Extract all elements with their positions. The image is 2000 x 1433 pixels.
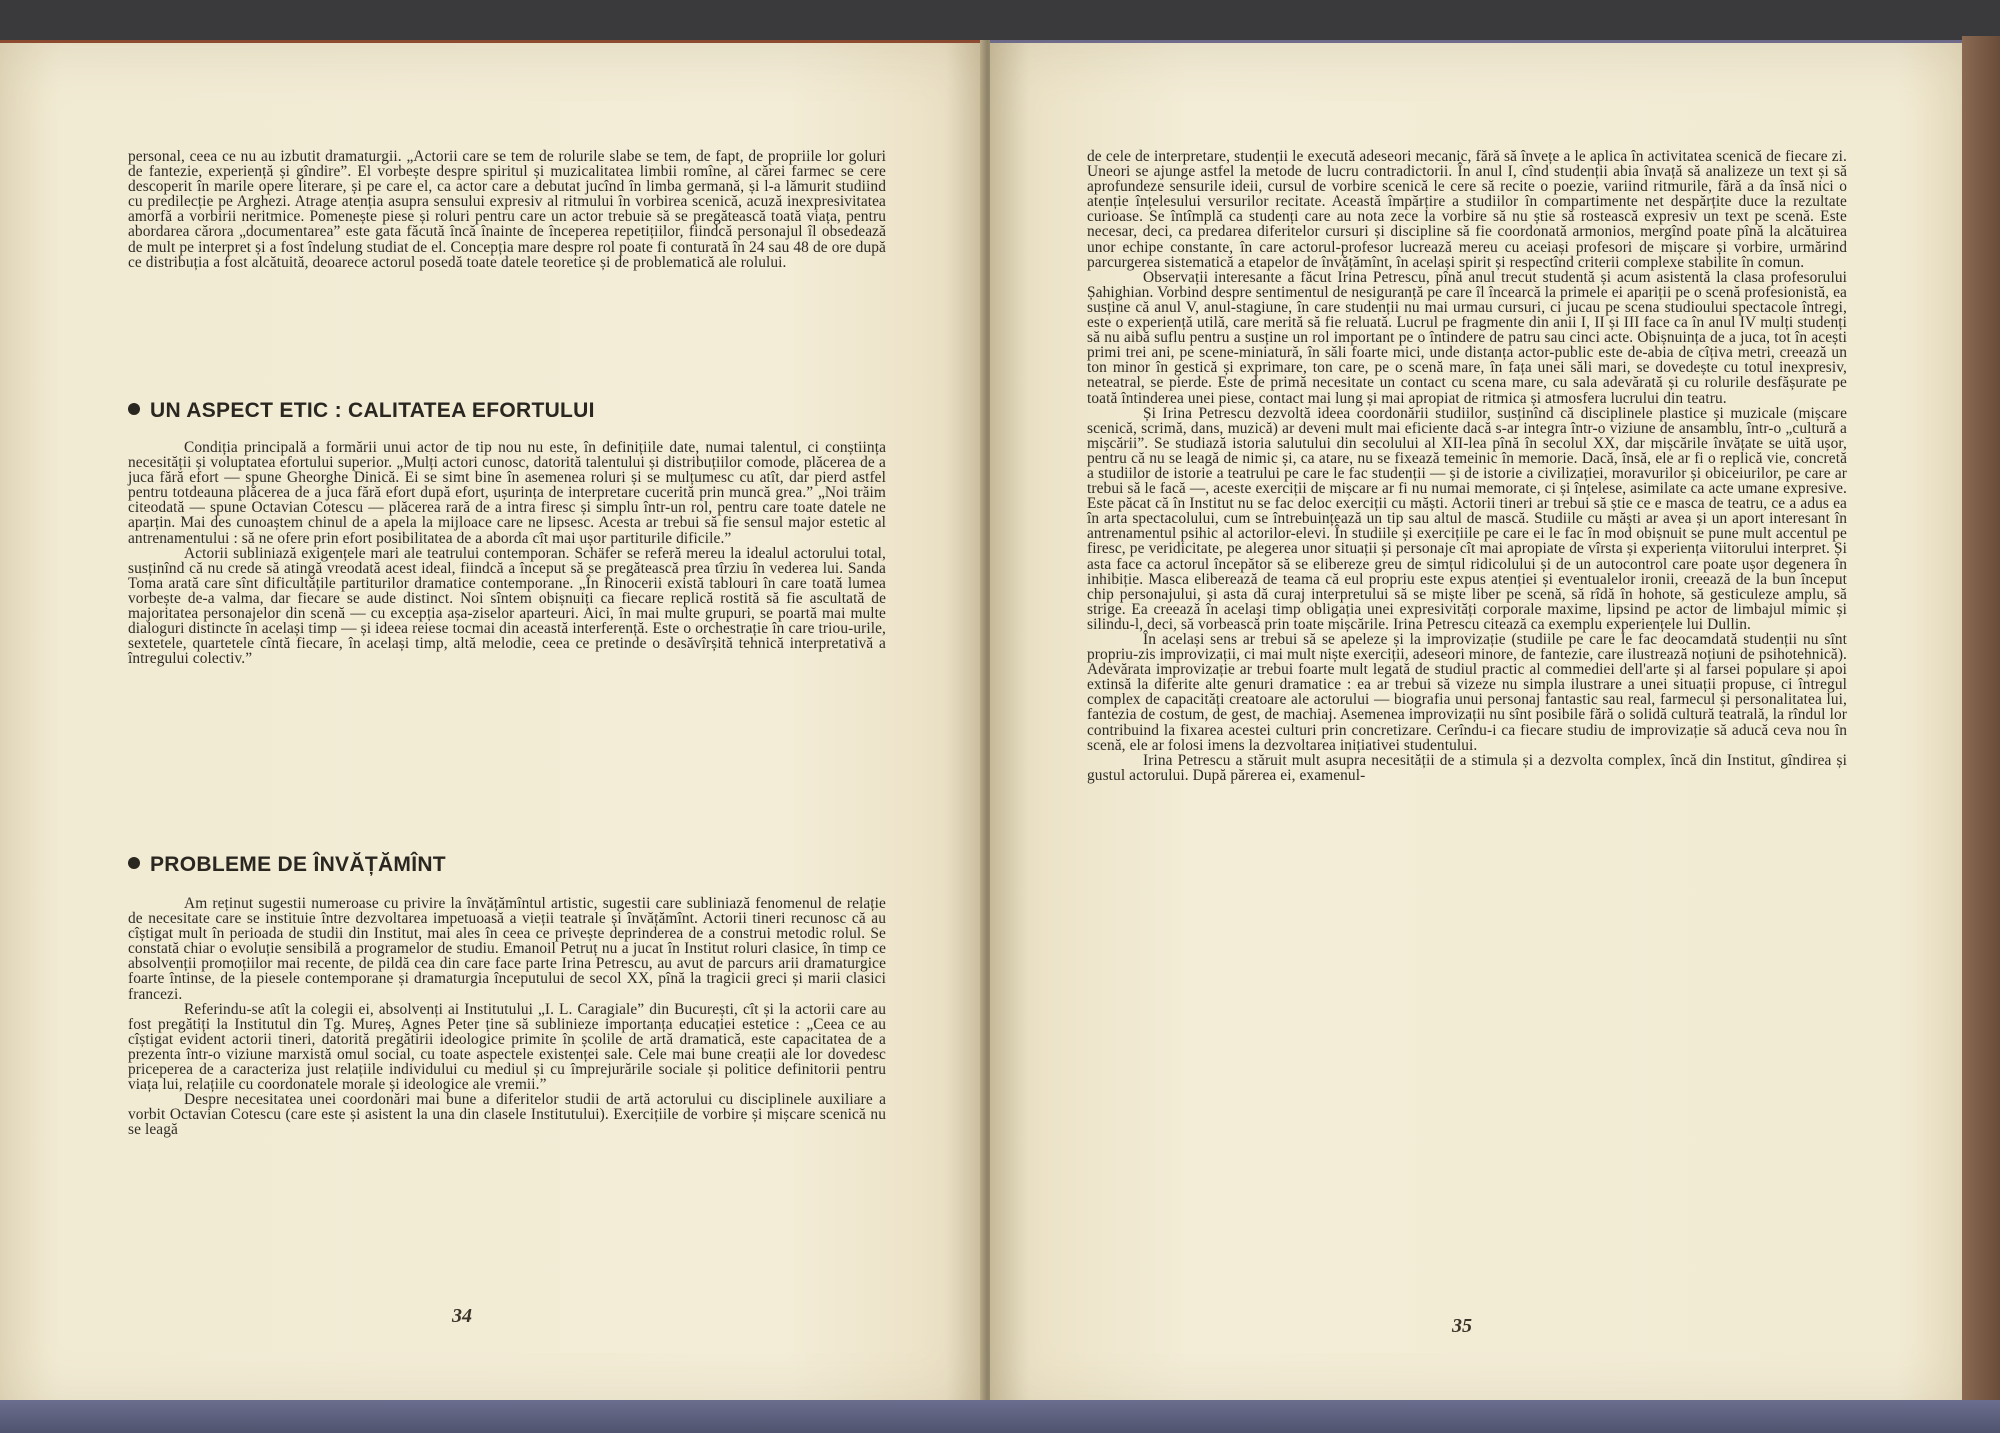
right-page <box>990 40 1975 1411</box>
left-intro-text <box>128 149 886 270</box>
page-number: 35 <box>1452 1315 1472 1337</box>
left-section-education <box>128 896 886 1138</box>
bullet-icon <box>128 857 140 869</box>
left-section-ethics <box>128 440 886 666</box>
heading-text: PROBLEME DE ÎNVĂȚĂMÎNT <box>150 853 446 876</box>
paragraph: În același sens ar trebui să se apeleze și la improvizație (studiile pe care le fac deocamdată studenții nu sînt propriu-zis improvizații, ci mai mult niște exerciții, adeseori minore, de fantezie, care ilustrează noțiuni de psihotehnică). Adevărata improvizație ar trebui foarte mult legată de studiul practic al commediei dell'arte și al farsei populare și apoi extinsă la diferite alte genuri dramatice : ea ar trebui să vizeze nu simpla ilustrare a unei situații propuse, ci întregul complex de capacități creatoare ale actorului — biografia unui personaj fantastic sau real, farmecul și personalitatea lui, fantezia de costum, de gest, de machiaj. Asemenea improvizații nu sînt posibile fără o solidă cultură teatrală, la rîndul lor contribuind la fixarea acestei culturi prin concretizare. Cerîndu-i ca fiecare studiu de improvizație să aducă ceva nou în scenă, ele ar folosi imens la dezvoltarea inițiativei studentului. <box>1087 631 1847 754</box>
paragraph: Referindu-se atît la colegii ei, absolvenți ai Institutului „I. L. Caragiale” din București, cît și la actorii care au fost pregătiți la Institutul din Tg. Mureș, Agnes Peter ține să sublinieze importanța educației estetice : „Ceea ce au cîștigat evident actorii tineri, datorită pregătirii ideologice primite în școlile de artă dramatică, este capacitatea de a prezenta într-o viziune marxistă omul social, cu toate aspectele existenței sale. Cele mai bune creații ale lor dovedesc priceperea de a caracteriza just relațiile individului cu mediul și cu împrejurările sociale și politice definitorii pentru viața lui, relațiile cu coordonatele morale și ideologice ale vremii.” <box>128 1000 886 1094</box>
paragraph: personal, ceea ce nu au izbutit dramaturgii. „Actorii care se tem de rolurile slabe se tem, de fapt, de propriile lor goluri de fantezie, experiență și gîndire”. El vorbește despre spiritul și muzicalitatea limbii romîne, al cărei farmec se cere descoperit în marile opere literare, și pe care el, ca actor care a debutat jucînd în limba germană, și l-a lămurit studiind cu predilecție pe Arghezi. Atrage atenția asupra sensului expresiv al ritmului în vorbirea scenică, acuză inexpresivitatea amorfă a vorbirii neritmice. Pomenește piese și roluri pentru care un actor trebuie să se pregătească toată viața, pentru abordarea cărora „documentarea” este gata făcută încă înainte de începerea repetițiilor, fiindcă personajul îl obsedează de mult pe interpret și a fost îndelung studiat de el. Concepția mare despre rol poate fi conturată în 24 sau 48 de ore după ce distribuția a fost alcătuită, deoarece actorul posedă toate datele teoretice și de problematică ale rolului. <box>128 148 886 271</box>
paragraph: Actorii subliniază exigențele mari ale teatrului contemporan. Schäfer se referă mereu la idealul actorului total, susținînd că nu crede să atingă vreodată acest ideal, fiindcă a început să se pregătească prea tîrziu în vederea lui. Sanda Toma arată care sînt dificultățile partiturilor dramatice contemporane. „În Rinocerii există tablouri în care toată lumea vorbește de-a valma, dar fiecare se aude distinct. Noi sîntem obișnuiți ca fiecare replică rostită să fie ascultată de majoritatea personajelor din scenă — cu excepția așa-ziselor aparteuri. Aici, în mai multe grupuri, se poartă mai multe dialoguri distincte în același timp — și ideea reiese tocmai din această interferență. Este o orchestrație în care triou-urile, sextetele, quartetele cîntă fiecare, în același timp, altă melodie, ceea ce pretinde o desăvîrșită tehnică interpretativă a întregului colectiv.” <box>128 544 886 668</box>
section-heading-education <box>128 853 446 877</box>
paragraph: Și Irina Petrescu dezvoltă ideea coordonării studiilor, susținînd că disciplinele plastice și muzicale (mișcare scenică, scrimă, dans, muzică) ar deveni mult mai eficiente dacă s-ar integra într-o viziune de ansamblu, într-o „cultură a mișcării”. Se studiază istoria salutului din secolului al XII-lea pînă în secolul XX, dar mișcările învățate se uită ușor, pentru că nu se leagă de nimic și, ca atare, nu se fixează temeinic în memorie. Dacă, însă, ele ar fi o replică vie, concretă a studiilor de istorie a teatrului pe care le fac studenții — și de istorie a civilizației, moravurilor și obiceiurilor, pe care ar trebui să le facă —, aceste exerciții de mișcare ar fi nu numai memorate, ci și înțelese, asimilate ca acte umane expresive. Este păcat că în Institut nu se fac deloc exerciții cu măști. Actorii tineri ar trebui să știe ce e masca de teatru, ce a adus ea în arta spectacolului, cum se întrebuințează un tip sau altul de mască. Studiile cu măști ar avea și un aport interesant în antrenamentul psihic al actorilor-elevi. În studiile și exercițiile pe care ei le fac în mod obișnuit se pune mult accentul pe firesc, pe veridicitate, pe alegerea unor situații și personaje cît mai apropiate de vîrsta și experiența viitorului interpret. Și asta face ca actorul începător să se elibereze greu de simțul ridicolului și de un autocontrol care poate ușor degenera în inhibiție. Masca eliberează de teama că eul propriu este expus atenției și eventualelor ironii, creează de la bun început chip personajului, și asta dă curaj interpretului să se miște liber pe scenă, să rîdă în hohote, să gesticuleze amplu, să strige. Ea creează în același timp obligația unei expresivități corporale maxime, lipsind pe actor de limbajul mimic și silindu-l, deci, să vorbească prin toate mișcările. Irina Petrescu citează ca exemplu experiențele lui Dullin. <box>1087 404 1847 633</box>
paragraph: Irina Petrescu a stăruit mult asupra necesității de a stimula și a dezvolta complex, încă din Institut, gîndirea și gustul actorului. După părerea ei, examenul- <box>1087 751 1847 784</box>
section-heading-ethics <box>128 399 595 423</box>
bullet-icon <box>128 403 140 415</box>
left-page <box>0 40 985 1411</box>
heading-text: UN ASPECT ETIC : CALITATEA EFORTULUI <box>150 399 595 422</box>
paragraph: Am reținut sugestii numeroase cu privire la învățămîntul artistic, sugestii care subliniază fenomenul de relație de necesitate care se instituie între dezvoltarea impetuoasă a vieții teatrale și învățămînt. Actorii tineri recunosc că au cîștigat mult în perioada de studii din Institut, mai ales în ceea ce privește deprinderea de a construi metodic rolul. Se constată chiar o evoluție sensibilă a programelor de studiu. Emanoil Petruț nu a jucat în Institut roluri clasice, în timp ce absolvenții promoțiilor mai recente, de pildă cea din care face parte Irina Petrescu, au avut de parcurs arii dramaturgice foarte întinse, de la piesele contemporane și dramaturgia începutului de secol XX, pînă la tragicii greci și marii clasici francezi. <box>128 895 886 1003</box>
page-number: 34 <box>452 1305 472 1327</box>
paragraph: de cele de interpretare, studenții le execută adeseori mecanic, fără să învețe a le aplica în activitatea scenică de fiecare zi. Uneori se ajunge astfel la metode de lucru contradictorii. În anul I, cînd studenții abia învață să analizeze un text și să aprofundeze sensurile ideii, cursul de vorbire scenică le cere să recite o poezie, variind ritmurile, fără a da însă nici o atenție înțelesului versurilor recitate. Această împărțire a studiilor în compartimente net despărțite duce la rezultate curioase. Se întîmplă ca studenți care au nota zece la vorbire să nu știe să rostească expresiv un text pe scenă. Este necesar, deci, ca predarea diferitelor cursuri și discipline să fie coordonată armonios, mergînd poate pînă la alcătuirea unor echipe constante, în care actorul-profesor lucrează mereu cu aceiași profesori de mișcare și vorbire, urmărind parcurgerea sistematică a etapelor de învățămînt, în același spirit și respectînd criterii complexe stabilite în comun. <box>1087 148 1847 271</box>
paragraph: Observații interesante a făcut Irina Petrescu, pînă anul trecut studentă și acum asistentă la clasa profesorului Șahighian. Vorbind despre sentimentul de nesiguranță pe care îl încearcă la primele ei apariții pe o scenă profesionistă, ea susține că anul V, anul-stagiune, în care studenții nu mai urmau cursuri, ci jucau pe scena studioului spectacole întregi, este o experiență utilă, care merită să fie reluată. Lucrul pe fragmente din anii I, II și III face ca în anul IV mulți studenți să nu aibă suflu pentru a susține un rol important pe o întindere de patru sau cinci acte. Obișnuința de a juca, tot în acești primi trei ani, pe scene-miniatură, în săli foarte mici, unde distanța actor-public este de-abia de cîțiva metri, creează un ton minor în gestică și exprimare, ton care, pe o scenă mare, în fața unei săli mari, se dovedește cu totul inexpresiv, neteatral, se pierde. Este de primă necesitate un contact cu scena mare, cu sala adevărată și cu rolurile desfășurate pe toată întinderea unei piese, contact mai lung și mai apropiat de ritmica și atmosfera lucrului din teatru. <box>1087 268 1847 407</box>
paragraph: Despre necesitatea unei coordonări mai bune a diferitelor studii de artă actorului cu disciplinele auxiliare a vorbit Octavian Cotescu (care este și asistent la una din clasele Institutului). Exercițiile de vorbire și mișcare scenică nu se leagă <box>128 1091 886 1139</box>
book-cover-bottom <box>0 1400 2000 1433</box>
paragraph: Condiția principală a formării unui actor de tip nou nu este, în definițiile date, numai talentul, ci conștiința necesității și voluptatea efortului superior. „Mulți actori cunosc, datorită talentului și distribuțiilor comode, plăcerea de a juca fără efort — spune Gheorghe Dinică. Ei se simt bine în asemenea roluri și se mulțumesc cu atît, dar pierd astfel pentru totdeauna plăcerea de a juca fără efort după efort, ușurința de interpretare cucerită prin muncă grea.” „Noi trăim citeodată — spune Octavian Cotescu — plăcerea rară de a intra firesc și simplu într-un rol, pentru care toate datele ne aparțin. Mai des cunoaștem chinul de a apela la mijloace care ne lipsesc. Acesta ar trebui să fie sensul major estetic al antrenamentului : să ne ofere prin efort posibilitatea de a aborda cît mai ușor partiturile dificile.” <box>128 439 886 547</box>
book-cover-edge <box>1962 36 2000 1412</box>
right-page-text <box>1087 149 1847 783</box>
